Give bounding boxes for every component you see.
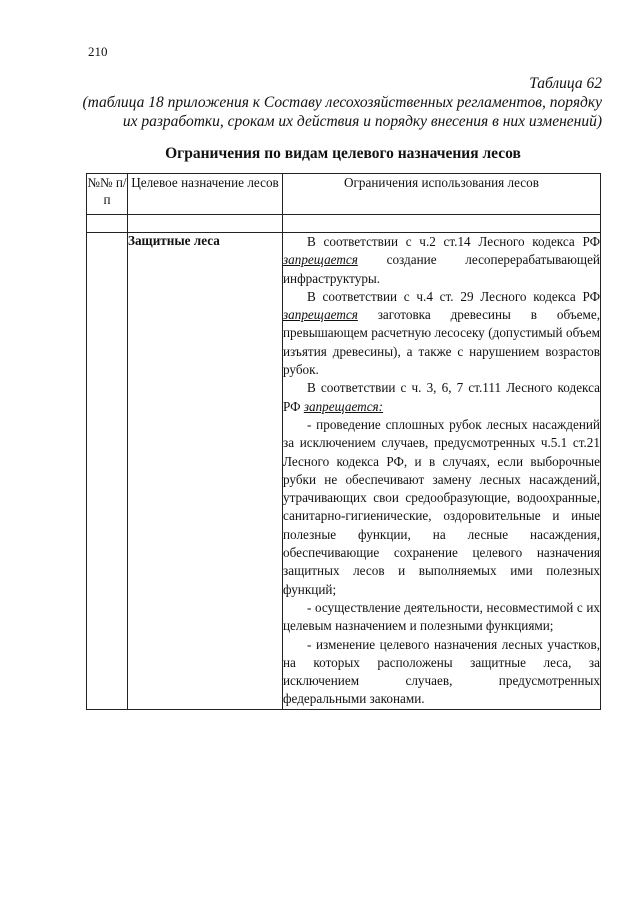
table-label: Таблица 62 — [529, 75, 602, 92]
emphasis-text: запрещается — [283, 307, 358, 323]
spacer-cell — [128, 215, 283, 233]
restriction-paragraph: - проведение сплошных рубок лесных насаждений за исключением случаев, предусмотренных ч.5.1 ст.21 Лесного кодекса РФ, и в случаях, если выборочные рубки не обеспечивают замену лесных насаждений, утрачивающих свои средообразующие, водоохранные, санитарно-гигиенические, оздоровительные и иные полезные функции, на лесные насаждения, обеспечивающие сохранение целевого назначения защитных лесов и выполняемых ими полезных функций; — [283, 416, 600, 597]
restriction-paragraph: - осуществление деятельности, несовместимой с их целевым назначением и полезными функциями; — [283, 599, 600, 634]
restriction-paragraph: В соответствии с ч.4 ст. 29 Лесного кодекса РФ запрещается заготовка древесины в объеме, превышающем расчетную лесосеку (допустимый объем изъятия древесины), а также с нарушением возрастов рубок. — [283, 288, 600, 378]
forest-type-cell: Защитные леса — [128, 233, 283, 710]
table-spacer-row — [87, 215, 601, 233]
table-row — [87, 233, 601, 710]
restrictions-cell — [283, 233, 601, 710]
restriction-paragraph: В соответствии с ч. 3, 6, 7 ст.111 Лесного кодекса РФ запрещается: — [283, 380, 600, 414]
page-number: 210 — [88, 44, 108, 59]
table-caption — [82, 74, 602, 131]
emphasis-text: запрещается — [283, 252, 358, 268]
header-restrictions: Ограничения использования лесов — [283, 174, 601, 215]
header-purpose: Целевое назначение лесов — [128, 174, 283, 215]
restriction-paragraph: В соответствии с ч.2 ст.14 Лесного кодекса РФ запрещается создание лесоперерабатывающей инфраструктуры. — [283, 234, 600, 286]
row-number-cell — [87, 233, 128, 710]
spacer-cell — [283, 215, 601, 233]
table-header-row — [87, 174, 601, 215]
table-reference: (таблица 18 приложения к Составу лесохозяйственных регламентов, порядку их разработки, срокам их действия и порядку внесения в них изменений) — [82, 94, 602, 130]
restriction-paragraph: - изменение целевого назначения лесных участков, на которых расположены защитные леса, за исключением случаев, предусмотренных федеральными законами. — [283, 636, 600, 707]
header-number: №№ п/п — [87, 174, 128, 215]
emphasis-text: запрещается: — [303, 398, 384, 414]
restrictions-table — [86, 173, 601, 710]
document-title: Ограничения по видам целевого назначения лесов — [165, 145, 521, 162]
spacer-cell — [87, 215, 128, 233]
